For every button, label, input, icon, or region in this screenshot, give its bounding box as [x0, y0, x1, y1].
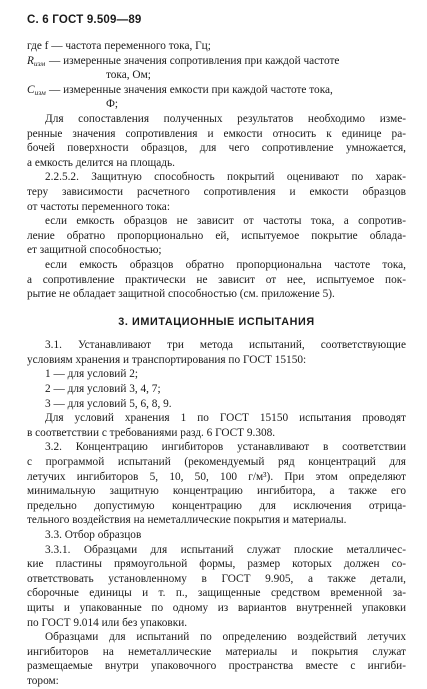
paragraph-line: сборочные единицы и т. п., защищенные средством временной за-: [27, 587, 406, 600]
symbol-r: $R_{изм}$: [27, 54, 46, 68]
paragraph-line: по ГОСТ 9.014 или без упаковки.: [27, 616, 188, 629]
paragraph-line: если емкость образцов обратно пропорциональна частоте тока,: [45, 258, 406, 271]
page-header: С. 6 ГОСТ 9.509—89: [27, 14, 142, 26]
paragraph-line: 3.2. Концентрацию ингибиторов устанавливают в соответствии: [45, 441, 406, 454]
paragraph-line: бочей поверхности образцов, для чего сопротивление умножается,: [27, 142, 406, 155]
paragraph-line: ингибиторов на неметаллические материалы и покрытия служат: [27, 645, 406, 658]
paragraph-line: летучих ингибиторов 5, 10, 50, 100 г/м³). При этом определяют: [27, 470, 406, 483]
paragraph-line: от частоты переменного тока:: [27, 200, 170, 213]
definition-c-text: — измеренные значения емкости при каждой частоте тока,: [49, 83, 333, 96]
section-title: 3. ИМИТАЦИОННЫЕ ИСПЫТАНИЯ: [118, 315, 315, 328]
definition-r-text: — измеренные значения сопротивления при каждой частоте: [49, 54, 340, 67]
paragraph-line: ет защитной способностью;: [27, 244, 162, 257]
paragraph-line: Для условий хранения 1 по ГОСТ 15150 испытания проводят: [45, 412, 406, 425]
definition-f: где f — частота переменного тока, Гц;: [27, 40, 211, 52]
definition-c: [27, 83, 406, 98]
definition-r: [27, 54, 406, 69]
paragraph-line: 3.1. Устанавливают три метода испытаний, соответствующие: [45, 339, 406, 352]
paragraph-line: минимальную защитную концентрацию ингибитора, а также его: [27, 485, 406, 498]
paragraph-line: 3.3.1. Образцами для испытаний служат плоские металличес-: [45, 543, 406, 556]
paragraph-line: тельного воздействия на неметаллические покрытия и материалы.: [27, 514, 347, 527]
paragraph-line: размещаемые внутри упаковочного пространства вместе с ингиби-: [27, 660, 406, 673]
paragraph-line: тором:: [27, 674, 59, 687]
paragraph-line: предельно допустимую концентрацию для исключения отрица-: [27, 499, 406, 512]
paragraph-line: 2.2.5.2. Защитную способность покрытий оценивают по харак-: [45, 171, 406, 184]
paragraph-line: с программой испытаний (рекомендуемый ряд концентраций для: [27, 456, 406, 469]
paragraph-line: а емкость делится на площадь.: [27, 156, 175, 169]
paragraph-line: щиты и упакованные по одному из вариантов внутренней упаковки: [27, 601, 406, 614]
paragraph-line: ответствовать установленному в ГОСТ 9.905, а также детали,: [27, 572, 406, 585]
list-item: 2 — для условий 3, 4, 7;: [45, 383, 161, 396]
paragraph-line: рытие не обладает защитной способностью (см. приложение 5).: [27, 288, 335, 301]
list-item: 1 — для условий 2;: [45, 368, 138, 381]
paragraph-line: кие пластины прямоугольной формы, размер которых должен со-: [27, 558, 406, 571]
paragraph-line: а сопротивление практически не зависит от нее, испытуемое пок-: [27, 273, 406, 286]
definition-r-cont: тока, Ом;: [106, 69, 151, 82]
paragraph-line: Для сопоставления полученных результатов необходимо изме-: [45, 112, 406, 125]
symbol-c: $C_{изм}$: [27, 83, 46, 97]
paragraph-line: условиям хранения и транспортирования по ГОСТ 15150:: [27, 353, 307, 366]
list-item: 3 — для условий 5, 6, 8, 9.: [45, 397, 172, 410]
paragraph-line: ренные значения сопротивления и емкости относить к единице ра-: [27, 127, 406, 140]
paragraph-line: в соответствии с требованиями разд. 6 ГОСТ 9.308.: [27, 426, 276, 439]
paragraph-line: если емкость образцов не зависит от частоты тока, а сопротив-: [45, 215, 406, 228]
document-body: [27, 39, 406, 689]
paragraph-line: теру зависимости расчетного сопротивления и емкости образцов: [27, 185, 406, 198]
paragraph-line: Образцами для испытаний по определению воздействий летучих: [45, 631, 406, 644]
definition-c-cont: Ф;: [106, 98, 119, 111]
subsection-title: 3.3. Отбор образцов: [45, 529, 142, 541]
paragraph-line: ление обратно пропорционально ей, испытуемое покрытие облада-: [27, 229, 406, 242]
